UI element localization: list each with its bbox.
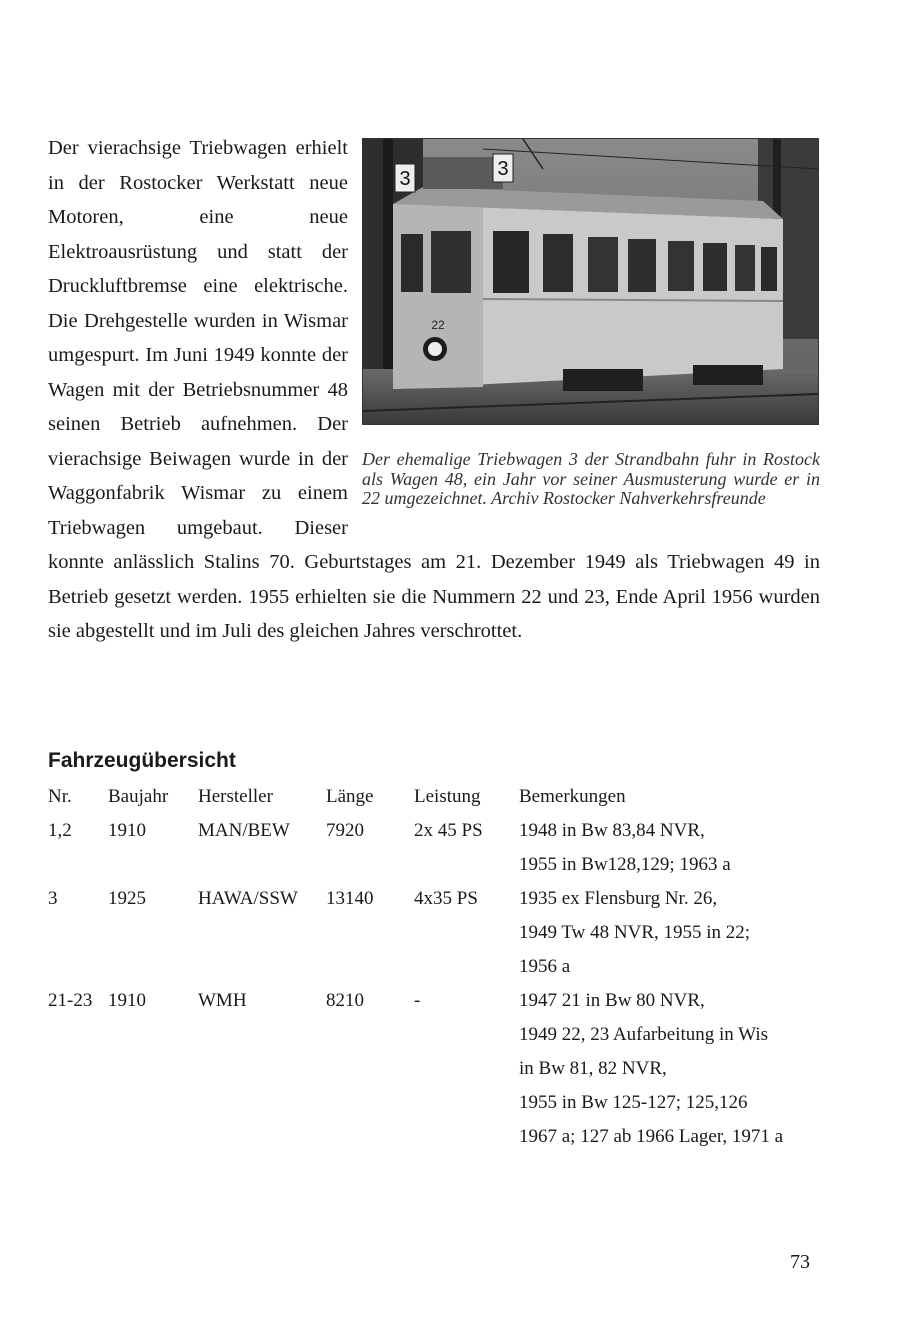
cell-baujahr: 1925 (108, 888, 146, 909)
vehicle-table (48, 786, 819, 1154)
cell-bemerkungen (519, 984, 819, 1154)
cell-laenge: 8210 (326, 990, 364, 1011)
note-line: 1935 ex Flensburg Nr. 26, (519, 888, 718, 909)
car-number: 22 (431, 318, 445, 332)
table-row (48, 882, 819, 984)
header-laenge: Länge (326, 786, 374, 807)
header-hersteller: Hersteller (198, 786, 273, 807)
cell-baujahr: 1910 (108, 820, 146, 841)
table-title: Fahrzeugübersicht (48, 749, 236, 772)
photo-caption: Der ehemalige Triebwagen 3 der Strandbahn fuhr in Rostock als Wagen 48, ein Jahr vor seiner Ausmusterung wurde er in 22 umgezeichnet. Archiv Rostocker Nahverkehrsfreunde (362, 449, 820, 508)
note-line: in Bw 81, 82 NVR, (519, 1058, 667, 1079)
cell-laenge: 13140 (326, 888, 374, 909)
cell-nr: 3 (48, 888, 58, 909)
cell-baujahr: 1910 (108, 990, 146, 1011)
note-line: 1947 21 in Bw 80 NVR, (519, 990, 705, 1011)
body-text (48, 131, 820, 649)
cell-laenge: 7920 (326, 820, 364, 841)
cell-bemerkungen (519, 882, 819, 984)
cell-bemerkungen (519, 814, 819, 882)
route-sign-left: 3 (399, 168, 411, 190)
header-bemerkungen: Bemerkungen (519, 786, 626, 807)
cell-hersteller: WMH (198, 990, 247, 1011)
page-number: 73 (790, 1251, 810, 1273)
body-paragraph: Der vierachsige Triebwagen erhielt in der Rostocker Werkstatt neue Motoren, eine neue Elektroausrüstung und statt der Druckluftbremse eine elektrische. Die Drehgestelle wurden in Wismar umgespurt. Im Juni 1949 konnte der Wagen mit der Betriebsnummer 48 seinen Betrieb aufnehmen. Der vierachsige Beiwagen wurde in der Waggonfabrik Wismar zu einem Triebwagen umgebaut. Dieser konnte anlässlich Stalins 70. Geburtstages am 21. Dezember 1949 als Triebwagen 49 in Betrieb gesetzt werden. 1955 erhielten sie die Nummern 22 und 23, Ende April 1956 wurden sie abgestellt und im Juli des gleichen Jahres verschrottet. (48, 137, 820, 642)
photo-figure (362, 138, 820, 509)
cell-nr: 1,2 (48, 820, 72, 841)
tram-photo (362, 138, 819, 425)
note-line: 1955 in Bw128,129; 1963 a (519, 854, 731, 875)
note-line: 1949 Tw 48 NVR, 1955 in 22; (519, 922, 751, 943)
note-line: 1967 a; 127 ab 1966 Lager, 1971 a (519, 1126, 784, 1147)
table-row (48, 984, 819, 1154)
table-header-row (48, 786, 819, 814)
note-line: 1949 22, 23 Aufarbeitung in Wis (519, 1024, 769, 1045)
cell-nr: 21-23 (48, 990, 93, 1011)
cell-leistung: 2x 45 PS (414, 820, 483, 841)
header-nr: Nr. (48, 786, 72, 807)
cell-leistung: - (414, 990, 421, 1011)
note-line: 1956 a (519, 956, 571, 977)
header-leistung: Leistung (414, 786, 481, 807)
note-line: 1955 in Bw 125-127; 125,126 (519, 1092, 748, 1113)
cell-hersteller: HAWA/SSW (198, 888, 298, 909)
cell-leistung: 4x35 PS (414, 888, 478, 909)
header-baujahr: Baujahr (108, 786, 169, 807)
route-sign-right: 3 (497, 158, 509, 180)
table-row (48, 814, 819, 882)
cell-hersteller: MAN/BEW (198, 820, 290, 841)
note-line: 1948 in Bw 83,84 NVR, (519, 820, 705, 841)
